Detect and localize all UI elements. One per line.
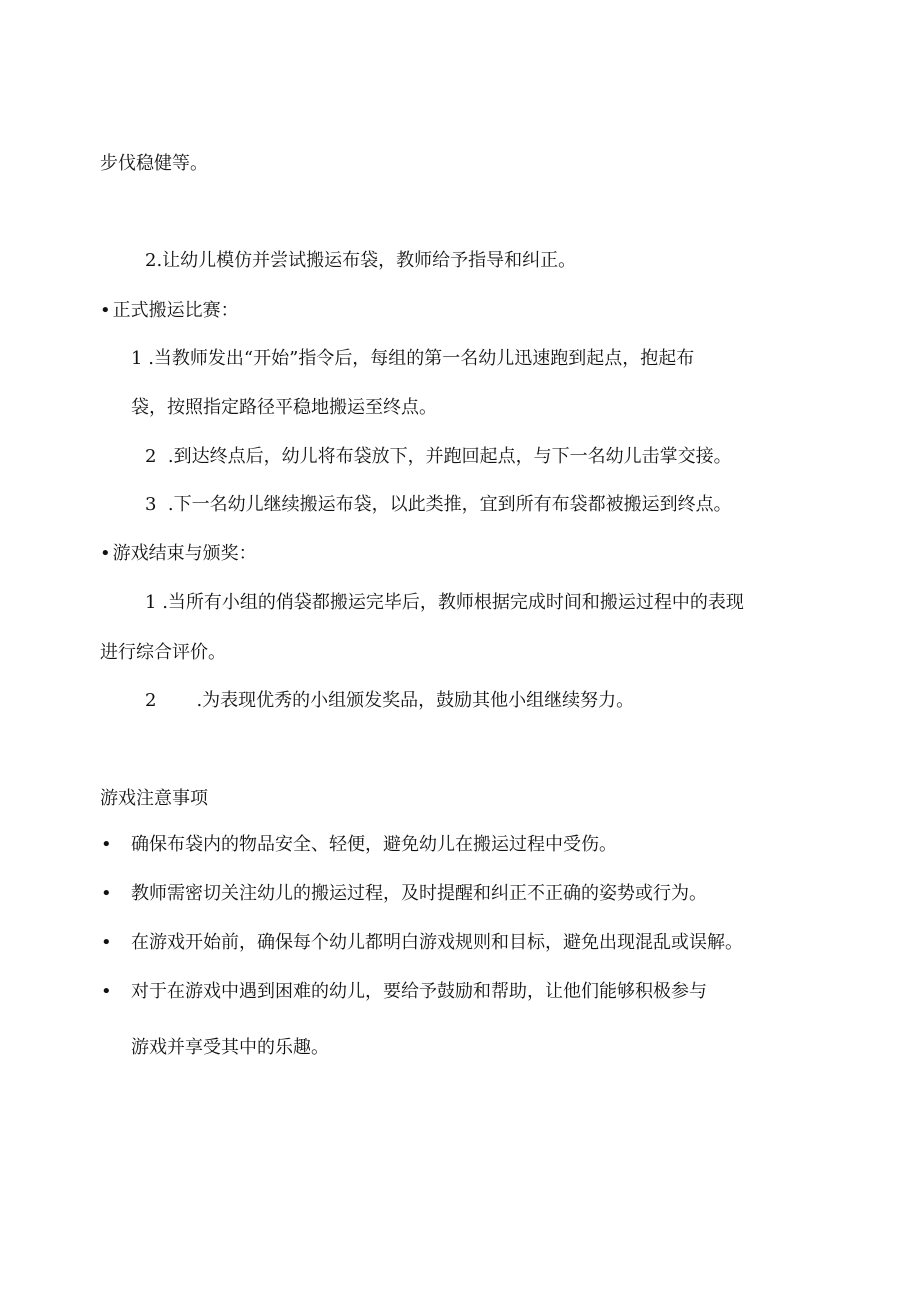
list-item bbox=[145, 493, 732, 517]
bullet-icon: • bbox=[100, 300, 111, 321]
notes-heading: 游戏注意事项 bbox=[100, 788, 208, 809]
item-number: 1 bbox=[131, 348, 143, 369]
continuation-text: 步伐稳健等。 bbox=[100, 153, 208, 174]
item-text: .当所有小组的俏袋都搬运完毕后，教师根据完成时间和搬运过程中的表现 bbox=[162, 592, 744, 613]
section-title: 正式搬运比赛： bbox=[112, 300, 239, 321]
item-text: .当教师发出“开始”指令后，每组的第一名幼儿迅速跑到起点，抱起布 bbox=[148, 348, 695, 369]
note-item-continued: 游戏并享受其中的乐趣。 bbox=[131, 1037, 329, 1058]
item-text-continued: 进行综合评价。 bbox=[100, 642, 226, 663]
item-text: .为表现优秀的小组颁发奖品，鼓励其他小组继续努力。 bbox=[196, 690, 635, 711]
section-heading-awards bbox=[100, 542, 257, 566]
item-number: 2 bbox=[145, 690, 157, 711]
list-item bbox=[145, 445, 732, 469]
item-number: 1 bbox=[145, 592, 157, 613]
bullet-icon: • bbox=[100, 543, 111, 564]
bullet-icon: • bbox=[101, 932, 112, 953]
item-text: .到达终点后，幼儿将布袋放下，并跑回起点，与下一名幼儿击掌交接。 bbox=[167, 446, 732, 467]
demo-item: 2.让幼儿模仿并尝试搬运布袋，教师给予指导和纠正。 bbox=[145, 250, 577, 271]
note-item: 确保布袋内的物品安全、轻便，避免幼儿在搬运过程中受伤。 bbox=[131, 834, 617, 855]
bullet-icon: • bbox=[101, 834, 112, 855]
section-title: 游戏结束与颁奖： bbox=[112, 543, 257, 564]
item-number: 2 bbox=[145, 446, 157, 467]
bullet-icon: • bbox=[101, 883, 112, 904]
list-item bbox=[145, 689, 634, 713]
list-item bbox=[145, 591, 744, 615]
section-heading-race bbox=[100, 299, 239, 323]
bullet-icon: • bbox=[101, 981, 112, 1002]
item-number: 3 bbox=[145, 494, 157, 515]
note-item: 教师需密切关注幼儿的搬运过程，及时提醒和纠正不正确的姿势或行为。 bbox=[131, 883, 707, 904]
note-item: 在游戏开始前，确保每个幼儿都明白游戏规则和目标，避免出现混乱或误解。 bbox=[131, 932, 743, 953]
item-text: .下一名幼儿继续搬运布袋，以此类推，宜到所有布袋都被搬运到终点。 bbox=[167, 494, 732, 515]
item-text-continued: 袋，按照指定路径平稳地搬运至终点。 bbox=[131, 397, 437, 418]
list-item bbox=[131, 347, 694, 371]
note-item: 对于在游戏中遇到困难的幼儿，要给予鼓励和帮助，让他们能够积极参与 bbox=[131, 981, 707, 1002]
